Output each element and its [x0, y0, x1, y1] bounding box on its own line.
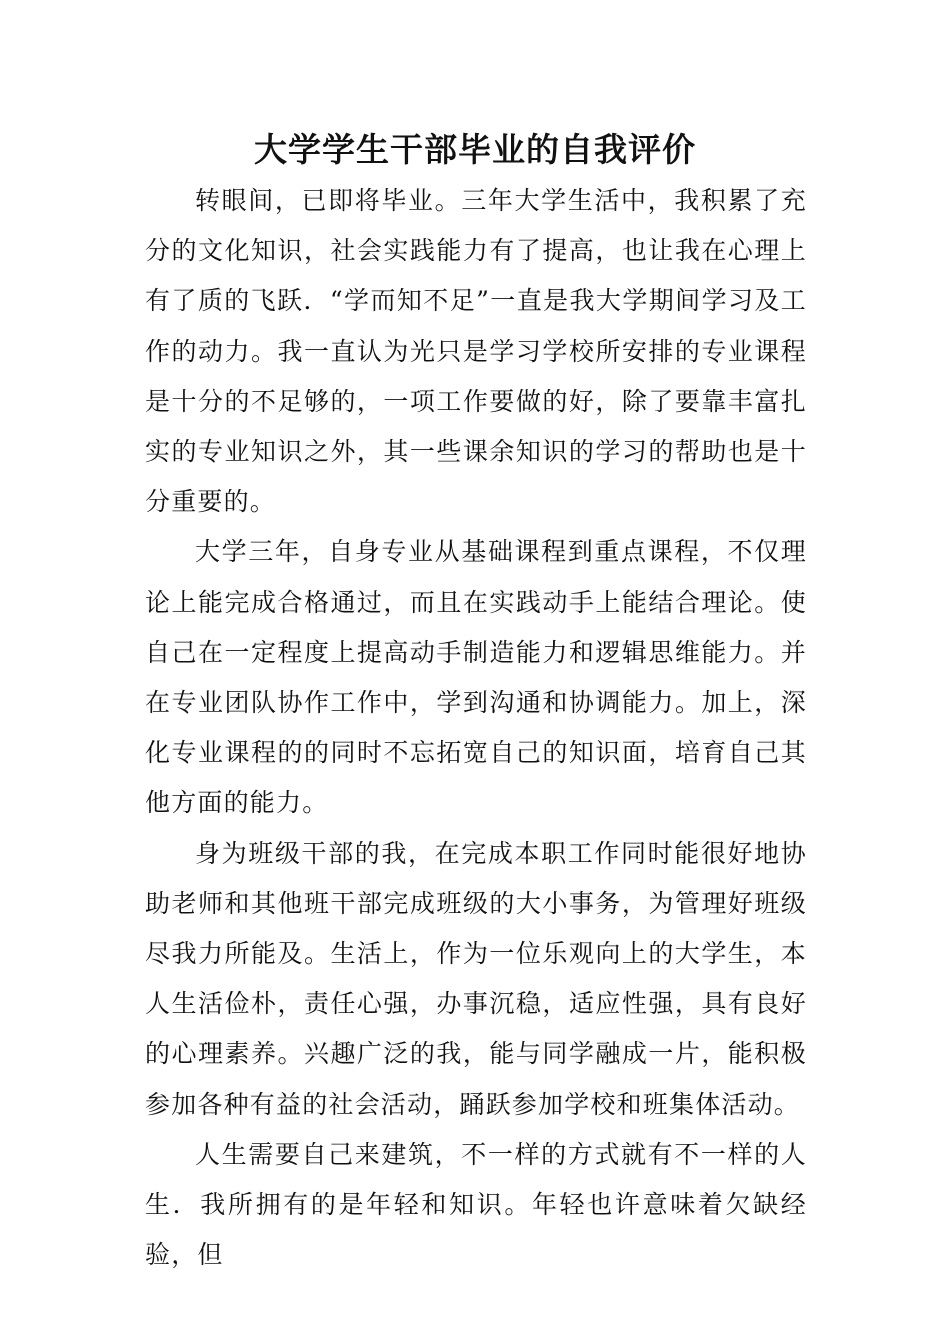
paragraph-3: 身为班级干部的我，在完成本职工作同时能很好地协助老师和其他班干部完成班级的大小事务，为管理好班级尽我力所能及。生活上，作为一位乐观向上的大学生，本人生活俭朴，责任心强，办事沉稳，适应性强，具有良好的心理素养。兴趣广泛的我，能与同学融成一片，能积极参加各种有益的社会活动，踊跃参加学校和班集体活动。 — [145, 838, 807, 1119]
paragraph-4: 人生需要自己来建筑，不一样的方式就有不一样的人生．我所拥有的是年轻和知识。年轻也许意味着欠缺经验，但 — [145, 1139, 807, 1270]
document-title: 大学学生干部毕业的自我评价 — [254, 130, 696, 169]
paragraph-1: 转眼间，已即将毕业。三年大学生活中，我积累了充分的文化知识，社会实践能力有了提高，也让我在心理上有了质的飞跃．“学而知不足”一直是我大学期间学习及工作的动力。我一直认为光只是学习学校所安排的专业课程是十分的不足够的，一项工作要做的好，除了要靠丰富扎实的专业知识之外，其一些课余知识的学习的帮助也是十分重要的。 — [145, 186, 807, 517]
paragraph-2: 大学三年，自身专业从基础课程到重点课程，不仅理论上能完成合格通过，而且在实践动手上能结合理论。使自己在一定程度上提高动手制造能力和逻辑思维能力。并在专业团队协作工作中，学到沟通和协调能力。加上，深化专业课程的的同时不忘拓宽自己的知识面，培育自己其他方面的能力。 — [145, 537, 807, 818]
document-body — [145, 176, 807, 1280]
